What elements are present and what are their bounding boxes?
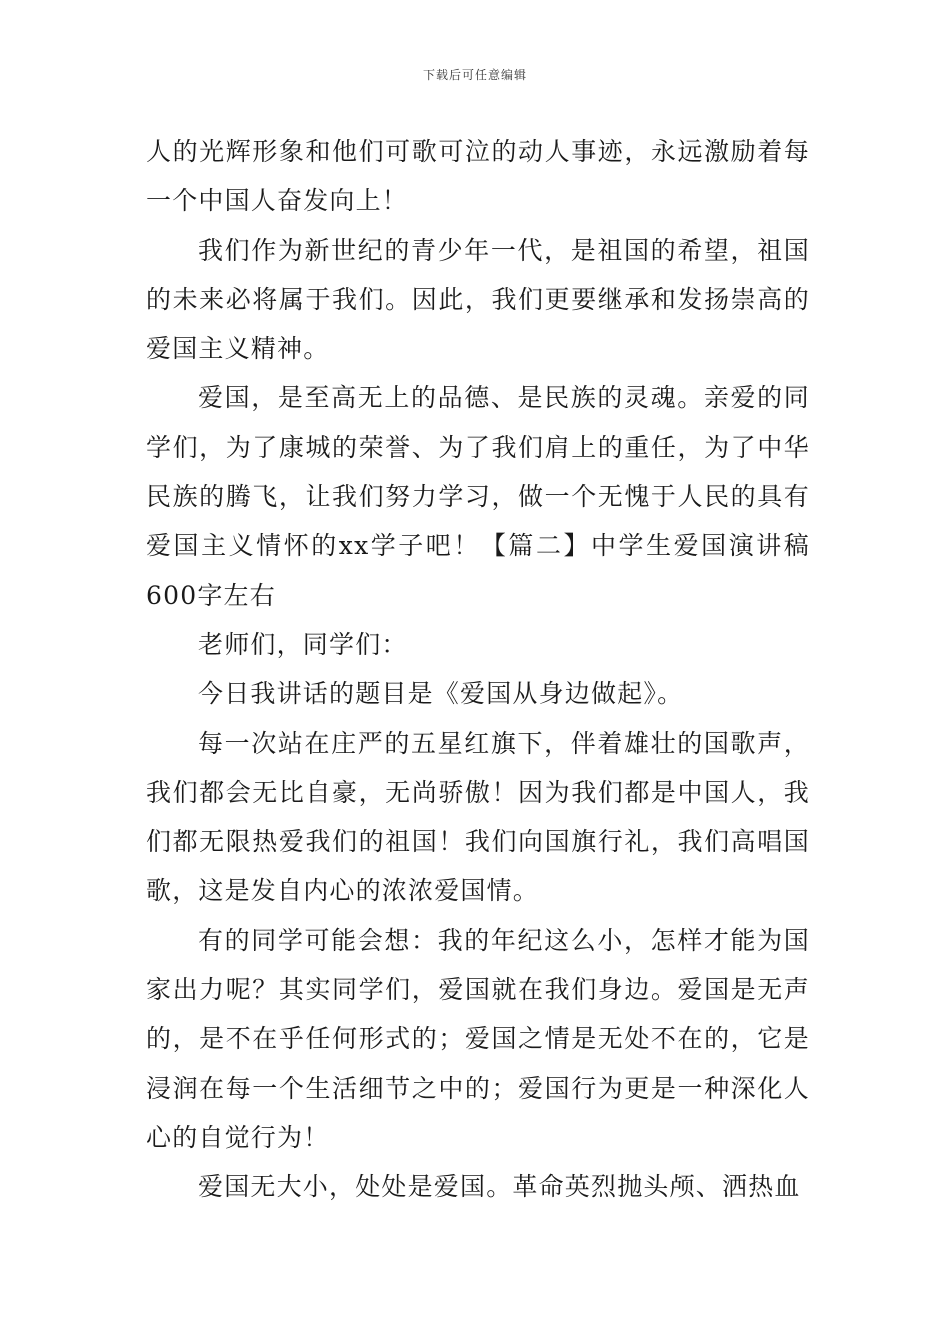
paragraph: 老师们，同学们： — [198, 629, 408, 659]
document-body — [146, 127, 810, 1212]
paragraph: 我们作为新世纪的青少年一代，是祖国的希望，祖国的未来必将属于我们。因此，我们更要继承和发扬崇高的爱国主义精神。 — [146, 235, 810, 364]
paragraph: 爱国，是至高无上的品德、是民族的灵魂。亲爱的同学们，为了康城的荣誉、为了我们肩上的重任，为了中华民族的腾飞，让我们努力学习，做一个无愧于人民的具有爱国主义情怀的xx学子吧！【篇二】中学生爱国演讲稿600字左右 — [146, 383, 810, 610]
paragraph: 今日我讲话的题目是《爱国从身边做起》。 — [198, 679, 684, 709]
paragraph: 爱国无大小，处处是爱国。革命英烈抛头颅、洒热血 — [198, 1172, 801, 1202]
paragraph: 每一次站在庄严的五星红旗下，伴着雄壮的国歌声，我们都会无比自豪，无尚骄傲！因为我们都是中国人，我们都无限热爱我们的祖国！我们向国旗行礼，我们高唱国歌，这是发自内心的浓浓爱国情。 — [146, 728, 810, 906]
paragraph: 人的光辉形象和他们可歌可泣的动人事迹，永远激励着每一个中国人奋发向上！ — [146, 137, 810, 216]
paragraph: 有的同学可能会想：我的年纪这么小，怎样才能为国家出力呢？其实同学们，爱国就在我们身边。爱国是无声的，是不在乎任何形式的；爱国之情是无处不在的，它是浸润在每一个生活细节之中的；爱国行为更是一种深化人心的自觉行为！ — [146, 925, 810, 1152]
page-header: 下载后可任意编辑 — [422, 68, 527, 82]
